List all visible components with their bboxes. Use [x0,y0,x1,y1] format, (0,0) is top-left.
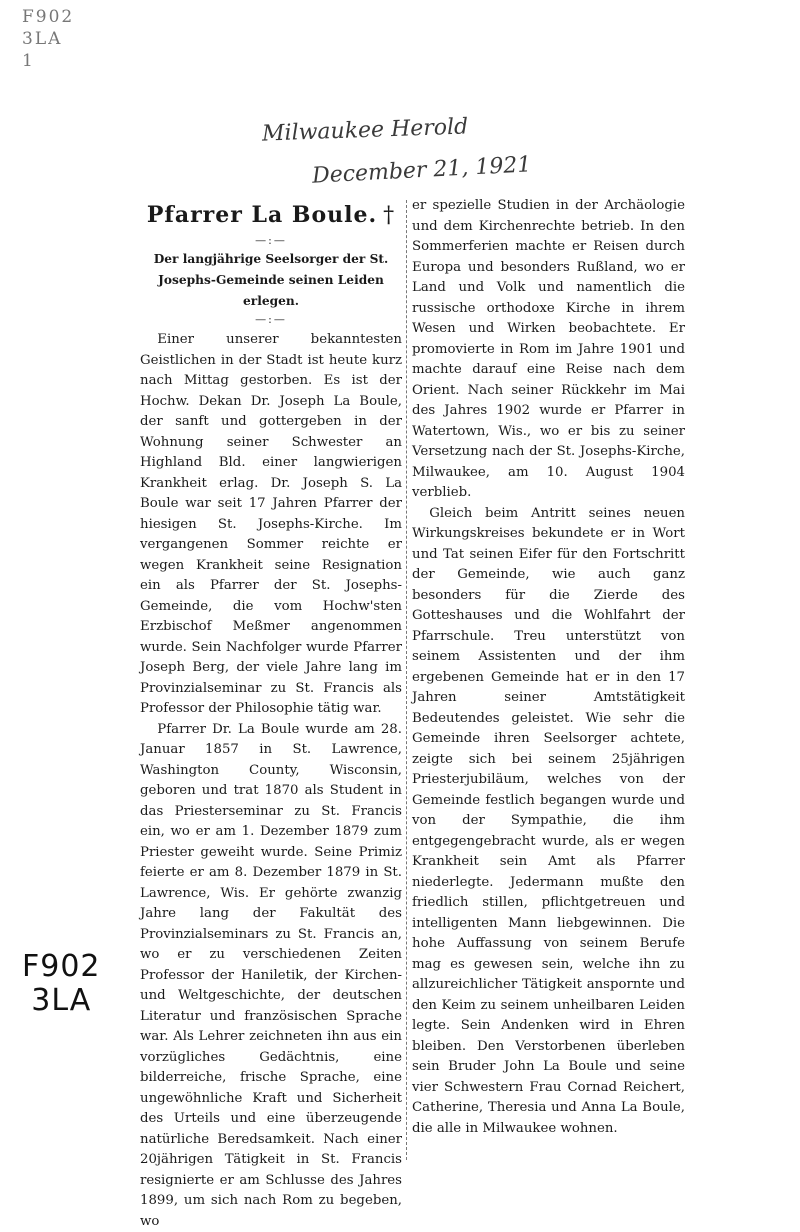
column-divider [406,200,407,1160]
margin-label-line: 3LA [22,984,101,1018]
pencil-notation-top [22,6,74,72]
handwritten-source: Milwaukee Herold [262,114,469,146]
handwritten-date: December 21, 1921 [311,152,531,188]
newspaper-clipping [140,196,685,1166]
margin-label [22,950,101,1018]
article-title [140,200,402,231]
margin-label-line: F902 [22,950,101,984]
right-column [412,196,685,1139]
article-paragraph: er spezielle Studien in der Archäologie und dem Kirchenrechte betrieb. In den Sommerferien machte er Reisen durch Europa und besonders Rußland, wo er Land und Volk und namentlich die russische orthodoxe Kirche in ihrem Wesen und Wirken beobachtete. Er promovierte in Rom im Jahre 1901 und machte darauf eine Reise nach dem Orient. Nach seiner Rückkehr im Mai des Jahres 1902 wurde er Pfarrer in Watertown, Wis., wo er bis zu seiner Versetzung nach der St. Josephs-Kirche, Milwaukee, am 10. August 1904 verblieb. [412,196,685,504]
pencil-line: F902 [22,6,74,28]
ornament-divider: —:— [140,235,402,247]
ornament-divider: —:— [140,314,402,326]
pencil-line: 1 [22,50,74,72]
article-subheading: Der langjährige Seelsorger der St. Josephs-Gemeinde seinen Leiden erlegen. [144,249,398,312]
article-paragraph: Gleich beim Antritt seines neuen Wirkungskreises bekundete er in Wort und Tat seinen Eifer für den Fortschritt der Gemeinde, wie auch ganz besonders für die Zierde des Gotteshauses und die Wohlfahrt der Pfarrschule. Treu unterstützt von seinem Assistenten und der ihm ergebenen Gemeinde hat er in den 17 Jahren seiner Amtstätigkeit Bedeutendes geleistet. Wie sehr die Gemeinde ihren Seelsorger achtete, zeigte sich bei seinem 25jährigen Priesterjubiläum, welches von der Gemeinde festlich begangen wurde und von der Sympathie, die ihm entgegengebracht wurde, als er wegen Krankheit sein Amt als Pfarrer niederlegte. Jedermann mußte den friedlich stillen, pflichtgetreuen und intelligenten Mann liebgewinnen. Die hohe Auffassung von seinem Berufe mag es gewesen sein, welche ihn zu allzureichlicher Tätigkeit anspornte und den Keim zu seinem unheilbaren Leiden legte. Sein Andenken wird in Ehren bleiben. Den Verstorbenen überleben sein Bruder John La Boule und seine vier Schwestern Frau Cornad Reichert, Catherine, Theresia und Anna La Boule, die alle in Milwaukee wohnen. [412,504,685,1140]
title-text: Pfarrer La Boule. [147,202,377,228]
article-paragraph: Einer unserer bekanntesten Geistlichen in der Stadt ist heute kurz nach Mittag gestorben. Es ist der Hochw. Dekan Dr. Joseph La Boule, der sanft und gottergeben in der Wohnung seiner Schwester an Highland Bld. einer langwierigen Krankheit erlag. Dr. Joseph S. La Boule war seit 17 Jahren Pfarrer der hiesigen St. Josephs-Kirche. Im vergangenen Sommer reichte er wegen Krankheit seine Resignation ein als Pfarrer der St. Josephs-Gemeinde, die vom Hochw'sten Erzbischof Meßmer angenommen wurde. Sein Nachfolger wurde Pfarrer Joseph Berg, der viele Jahre lang im Provinzialseminar zu St. Francis als Professor der Philosophie tätig war. [140,330,402,720]
article-paragraph: Pfarrer Dr. La Boule wurde am 28. Januar 1857 in St. Lawrence, Washington County, Wisconsin, geboren und trat 1870 als Student in das Priesterseminar zu St. Francis ein, wo er am 1. Dezember 1879 zum Priester geweiht wurde. Seine Primiz feierte er am 8. Dezember 1879 in St. Lawrence, Wis. Er gehörte zwanzig Jahre lang der Fakultät des Provinzialseminars zu St. Francis an, wo er zu verschiedenen Zeiten Professor der Haniletik, der Kirchen- und Weltgeschichte, der deutschen Literatur und französischen Sprache war. Als Lehrer zeichneten ihn aus ein vorzügliches Gedächtnis, eine bilderreiche, frische Sprache, eine ungewöhnliche Kraft und Sicherheit des Urteils und eine überzeugende natürliche Beredsamkeit. Nach einer 20jährigen Tätigkeit in St. Francis resignierte er am Schlusse des Jahres 1899, um sich nach Rom zu begeben, wo [140,720,402,1232]
left-column [140,196,402,1232]
pencil-line: 3LA [22,28,74,50]
cross-icon: † [383,203,395,228]
